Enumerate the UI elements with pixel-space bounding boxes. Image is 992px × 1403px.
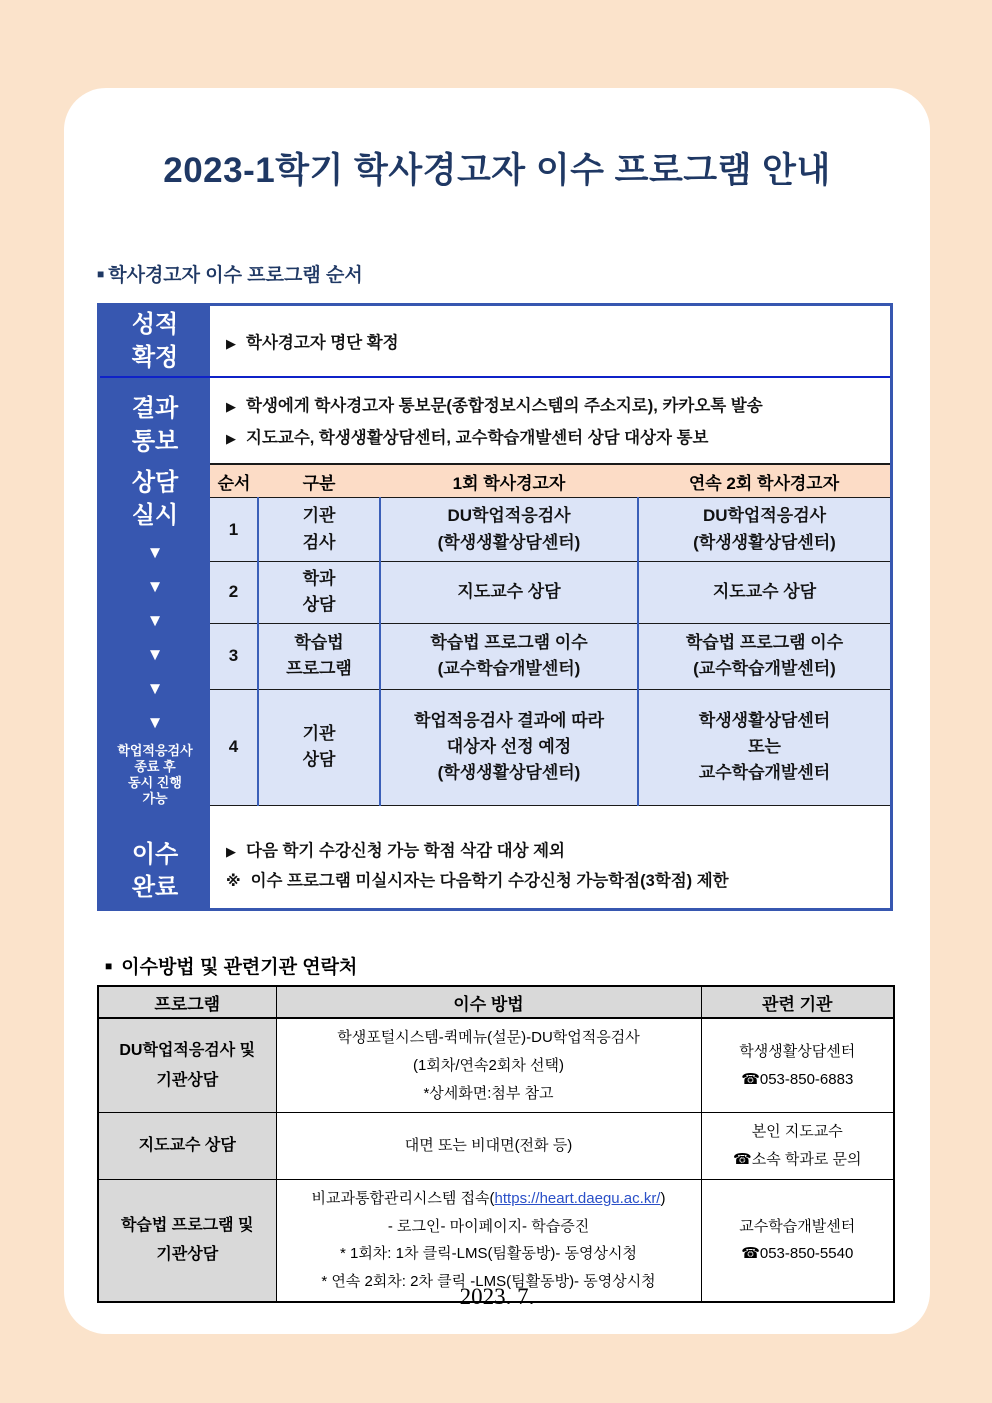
process-item-text: 이수 프로그램 미실시자는 다음학기 수강신청 가능학점(3학점) 제한: [250, 872, 729, 890]
process-item: [210, 392, 890, 416]
cell-order: 3: [210, 623, 258, 689]
play-bullet-icon: ▶: [226, 431, 236, 446]
cell-method: [276, 1113, 701, 1180]
document-date: 2023. 7.: [459, 1284, 535, 1309]
cell-line: 학습법 프로그램 이수: [430, 632, 588, 652]
cell-line: 기관상담: [156, 1246, 219, 1264]
cell-line: 검사: [302, 532, 336, 552]
stage-side-note-line: 가능: [142, 791, 168, 806]
cell-program: [98, 1018, 276, 1113]
process-stage-sidebar: [100, 306, 210, 908]
stage-label-result-notice: [100, 392, 210, 458]
phone-icon: ☎: [733, 1151, 752, 1168]
cell-second-warning: [638, 562, 890, 624]
cell-order: 2: [210, 562, 258, 624]
link-prefix-text: 비교과통합관리시스템 접속(: [311, 1189, 495, 1207]
phone-icon: ☎: [741, 1070, 760, 1088]
org-phone-number: 소속 학과로 문의: [751, 1151, 862, 1168]
stage-label-grade-confirm: [100, 308, 210, 374]
stage-label-line: 결과: [131, 395, 179, 422]
cell-line: 학생포털시스템-퀵메뉴(설문)-DU학업적응검사: [337, 1029, 640, 1046]
cell-line: 대면 또는 비대면(전화 등): [404, 1137, 573, 1155]
section-heading-process: [97, 260, 363, 287]
contact-table: [97, 985, 895, 1303]
cell-line: (학생생활상담센터): [437, 532, 581, 552]
column-header-category: 구분: [258, 464, 380, 498]
stage-side-note-line: 동시 진행: [128, 775, 182, 790]
cell-line: DU학업적응검사 및: [119, 1042, 256, 1060]
stage-label-line: 성적: [131, 311, 179, 338]
org-phone-number: 053-850-5540: [759, 1245, 854, 1263]
process-item: [210, 329, 890, 353]
cell-line: 대상자 선정 예정: [446, 737, 572, 757]
cell-order: 4: [210, 689, 258, 805]
process-item-text: 다음 학기 수강신청 가능 학점 삭감 대상 제외: [246, 842, 565, 860]
link-suffix-text: ): [660, 1189, 666, 1207]
cell-line: 상담: [302, 750, 336, 770]
cell-line: (학생생활상담센터): [693, 532, 836, 552]
cell-line: DU학업적응검사: [702, 506, 827, 526]
column-header-method: 이수 방법: [276, 986, 701, 1018]
contact-table-header-row: [98, 986, 894, 1018]
flow-arrows: [100, 536, 210, 740]
org-name: 본인 지도교수: [751, 1123, 843, 1141]
stage-side-note-line: 종료 후: [134, 759, 176, 774]
cell-line: DU학업적응검사: [447, 506, 571, 526]
column-header-organization: 관련 기관: [701, 986, 894, 1018]
play-bullet-icon: ▶: [226, 844, 236, 859]
cell-method: [276, 1018, 701, 1113]
table-row: [210, 498, 890, 562]
cell-line: 기관상담: [156, 1071, 219, 1089]
cell-line: *상세화면:첨부 참고: [423, 1084, 554, 1102]
cell-line: 학생생활상담센터: [698, 710, 831, 730]
heart-system-link[interactable]: https://heart.daegu.ac.kr/: [494, 1189, 661, 1207]
consult-table-header-row: [210, 464, 890, 498]
down-arrow-icon: ▼: [146, 577, 164, 596]
process-item: [210, 867, 890, 891]
process-table: [97, 303, 893, 911]
org-phone: [706, 1066, 890, 1094]
cell-line: 또는: [748, 737, 781, 757]
cell-line: (1회차/연속2회차 선택): [413, 1056, 564, 1074]
play-bullet-icon: ▶: [226, 399, 236, 414]
stage-label-counseling: [100, 466, 210, 532]
cell-second-warning: [638, 689, 890, 805]
table-row: [210, 562, 890, 624]
org-phone-number: 053-850-6883: [759, 1070, 854, 1088]
cell-line: 프로그램: [286, 659, 352, 679]
process-item: [210, 424, 890, 448]
table-row: [210, 689, 890, 805]
cell-line: 지도교수 상담: [457, 582, 561, 602]
cell-first-warning: [380, 623, 638, 689]
stage-label-line: 상담: [131, 469, 179, 496]
down-arrow-icon: ▼: [146, 543, 164, 562]
process-table-content: [210, 306, 890, 908]
cell-organization: [701, 1113, 894, 1180]
cell-first-warning: [380, 562, 638, 624]
stage-label-line: 확정: [131, 344, 179, 371]
stage-label-line: 완료: [131, 874, 179, 901]
cell-first-warning: [380, 689, 638, 805]
stage-result-notice-content: [210, 380, 890, 460]
cell-line: 지도교수 상담: [138, 1137, 236, 1155]
cell-line: 지도교수 상담: [712, 582, 817, 602]
column-header-program: 프로그램: [98, 986, 276, 1018]
page-title: 2023-1학기 학사경고자 이수 프로그램 안내: [163, 151, 831, 190]
stage-label-line: 실시: [131, 502, 179, 529]
section-heading-process-label: 학사경고자 이수 프로그램 순서: [108, 265, 363, 286]
column-header-second-warning: 연속 2회 학사경고자: [638, 464, 890, 498]
down-arrow-icon: ▼: [146, 713, 164, 732]
document-card: [64, 88, 930, 1334]
cell-line: 기관: [302, 723, 336, 743]
cell-line: 학습법 프로그램 및: [120, 1216, 254, 1234]
cell-second-warning: [638, 623, 890, 689]
cell-line: (교수학습개발센터): [693, 659, 836, 679]
org-phone: [706, 1240, 890, 1268]
cell-line: 기관: [302, 506, 336, 526]
cell-line: 학과: [302, 569, 336, 588]
cell-line: 교수학습개발센터: [698, 763, 831, 783]
process-item-text: 학생에게 학사경고자 통보문(종합정보시스템의 주소지로), 카카오톡 발송: [246, 397, 763, 415]
stage-side-note: [100, 743, 210, 807]
cell-line-with-link: [281, 1185, 697, 1213]
cell-first-warning: [380, 498, 638, 562]
cell-line: - 로그인- 마이페이지- 학습증진: [387, 1217, 590, 1235]
cell-line: 학습법 프로그램 이수: [685, 632, 844, 652]
down-arrow-icon: ▼: [146, 679, 164, 698]
cell-organization: [701, 1018, 894, 1113]
cell-line: * 연속 2회차: 2차 클릭 -LMS(팀활동방)- 동영상시청: [321, 1273, 656, 1290]
stage-completion-content: [210, 820, 890, 908]
stage-grade-confirm-content: [210, 306, 890, 376]
reference-mark-icon: ※: [226, 873, 241, 890]
column-header-order: 순서: [210, 464, 258, 498]
cell-category: [258, 498, 380, 562]
cell-line: (교수학습개발센터): [437, 659, 581, 679]
stage-label-line: 통보: [131, 428, 179, 455]
stage-label-line: 이수: [131, 841, 179, 868]
table-row: [98, 1113, 894, 1180]
section-heading-contact-label: 이수방법 및 관련기관 연락처: [121, 957, 358, 978]
cell-second-warning: [638, 498, 890, 562]
down-arrow-icon: ▼: [146, 645, 164, 664]
process-item-text: 학사경고자 명단 확정: [246, 334, 399, 352]
table-row: [98, 1018, 894, 1113]
org-name: 교수학습개발센터: [739, 1217, 856, 1235]
column-header-first-warning: 1회 학사경고자: [380, 464, 638, 498]
cell-order: 1: [210, 498, 258, 562]
play-bullet-icon: ▶: [226, 336, 236, 351]
process-item-text: 지도교수, 학생생활상담센터, 교수학습개발센터 상담 대상자 통보: [246, 429, 709, 447]
cell-category: [258, 623, 380, 689]
section-heading-contact: [97, 952, 357, 979]
square-bullet-icon: ■: [105, 958, 113, 973]
stage-label-completion: [100, 838, 210, 904]
cell-category: [258, 689, 380, 805]
table-row: [210, 623, 890, 689]
square-bullet-icon: ■: [97, 266, 105, 281]
stage-side-note-line: 학업적응검사: [117, 743, 193, 758]
cell-line: * 1회차: 1차 클릭-LMS(팀활동방)- 동영상시청: [339, 1245, 638, 1263]
cell-program: [98, 1113, 276, 1180]
cell-category: [258, 562, 380, 624]
process-item: [210, 837, 890, 861]
cell-line: 학습법: [294, 632, 344, 652]
phone-icon: ☎: [741, 1245, 760, 1263]
org-phone: [706, 1146, 890, 1174]
stage-divider-line: [100, 376, 890, 378]
cell-line: 상담: [302, 595, 336, 615]
cell-line: (학생생활상담센터): [437, 763, 581, 783]
cell-line: 학업적응검사 결과에 따라: [413, 710, 605, 730]
consult-program-table: [210, 463, 890, 806]
down-arrow-icon: ▼: [146, 611, 164, 630]
org-name: 학생생활상담센터: [739, 1042, 856, 1060]
